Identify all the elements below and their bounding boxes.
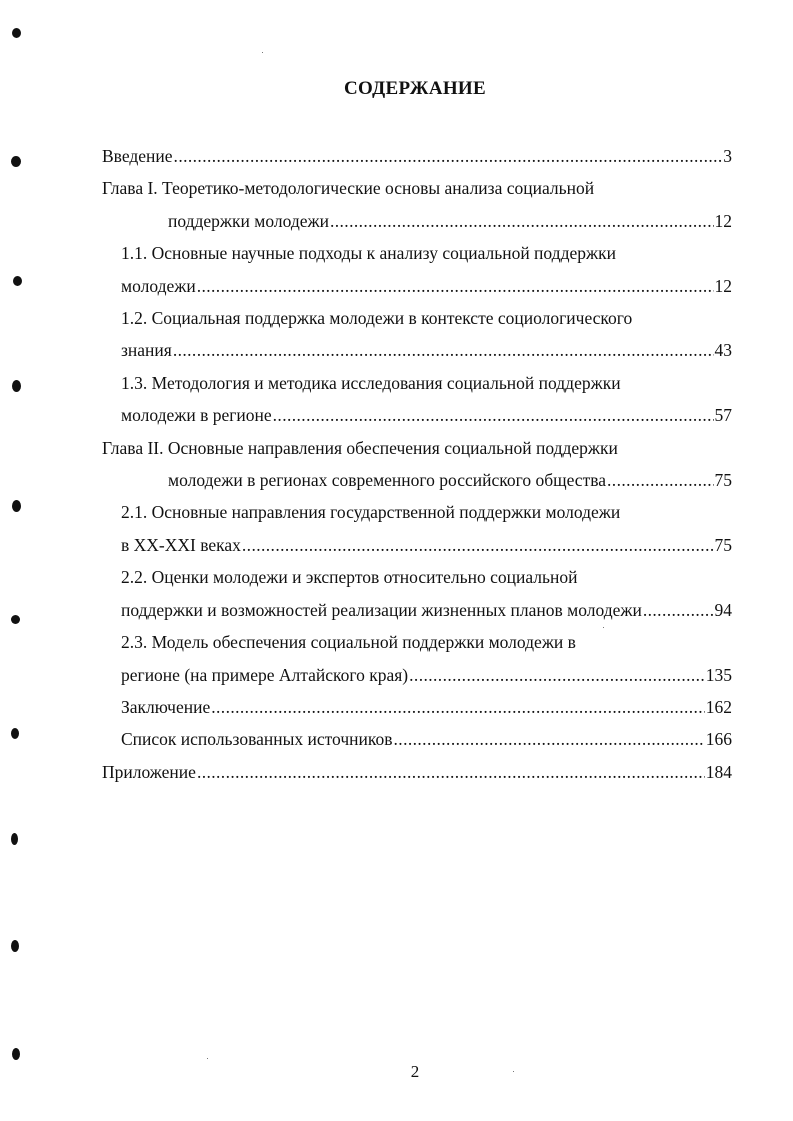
- dot-leader: [174, 140, 723, 172]
- toc-page-number: 166: [705, 729, 732, 750]
- dot-leader: [197, 270, 714, 302]
- table-of-contents: [102, 140, 732, 788]
- toc-entry-label: знания: [121, 340, 172, 361]
- binding-hole-mark: [12, 28, 21, 38]
- toc-entry-section-1-1-heading[interactable]: 1.1. Основные научные подходы к анализу социальной поддержки: [121, 243, 616, 264]
- dot-leader: [607, 464, 713, 496]
- toc-entry-introduction[interactable]: [102, 140, 732, 172]
- binding-hole-mark: [11, 833, 18, 845]
- dot-leader: [242, 529, 714, 561]
- toc-entry-section-2-2[interactable]: [102, 594, 732, 626]
- toc-entry-label: поддержки молодежи: [168, 210, 329, 231]
- binding-hole-mark: [13, 276, 22, 286]
- toc-entry-label: Введение: [102, 146, 173, 166]
- toc-entry-section-1-1[interactable]: [102, 270, 732, 302]
- binding-hole-mark: [11, 615, 20, 624]
- toc-entry-section-1-2-heading[interactable]: 1.2. Социальная поддержка молодежи в контексте социологического: [121, 308, 633, 329]
- toc-entry-label: молодежи: [121, 275, 196, 296]
- toc-entry-section-2-3[interactable]: [102, 659, 732, 691]
- toc-page-number: 57: [714, 405, 732, 426]
- scan-speck: [207, 1058, 208, 1059]
- toc-entry-references[interactable]: [102, 723, 732, 755]
- toc-entry-label: Список использованных источников: [121, 729, 393, 750]
- scan-speck: [262, 52, 263, 53]
- binding-hole-mark: [11, 156, 21, 167]
- dot-leader: [197, 756, 705, 788]
- toc-page-number: 162: [705, 696, 732, 717]
- toc-entry-section-2-1[interactable]: [102, 529, 732, 561]
- page-number: 2: [410, 1062, 420, 1081]
- dot-leader: [173, 334, 714, 366]
- dot-leader: [330, 205, 714, 237]
- toc-entry-section-2-3-heading[interactable]: 2.3. Модель обеспечения социальной поддержки молодежи в: [121, 632, 576, 653]
- toc-entry-section-1-3-heading[interactable]: 1.3. Методология и методика исследования социальной поддержки: [121, 372, 621, 393]
- toc-entry-label: молодежи в регионе: [121, 405, 272, 426]
- binding-hole-mark: [12, 500, 21, 512]
- toc-page-number: 94: [714, 599, 732, 620]
- toc-page-number: 3: [723, 146, 732, 166]
- toc-entry-label: Заключение: [121, 696, 211, 717]
- dot-leader: [643, 594, 714, 626]
- binding-hole-mark: [12, 1048, 20, 1060]
- toc-page-number: 135: [705, 664, 732, 685]
- dot-leader: [394, 723, 705, 755]
- toc-entry-conclusion[interactable]: [102, 691, 732, 723]
- binding-hole-mark: [11, 940, 19, 952]
- dot-leader: [273, 399, 714, 431]
- toc-page-number: 12: [714, 210, 732, 231]
- dot-leader: [211, 691, 705, 723]
- toc-entry-label: молодежи в регионах современного российского общества: [168, 470, 607, 491]
- toc-page-number: 184: [705, 761, 732, 782]
- toc-entry-label: Приложение: [102, 761, 196, 782]
- toc-entry-label: поддержки и возможностей реализации жизненных планов молодежи: [121, 599, 642, 620]
- toc-page-number: 75: [714, 470, 732, 491]
- toc-entry-section-2-2-heading[interactable]: 2.2. Оценки молодежи и экспертов относительно социальной: [121, 567, 578, 588]
- toc-entry-chapter-2[interactable]: [102, 464, 732, 496]
- toc-entry-section-1-3[interactable]: [102, 399, 732, 431]
- toc-entry-section-1-2[interactable]: [102, 334, 732, 366]
- toc-entry-appendix[interactable]: [102, 756, 732, 788]
- toc-entry-label: регионе (на примере Алтайского края): [121, 664, 409, 685]
- toc-page-number: 43: [714, 340, 732, 361]
- page-title: СОДЕРЖАНИЕ: [344, 78, 486, 99]
- toc-entry-chapter-1-heading[interactable]: Глава I. Теоретико-методологические основы анализа социальной: [102, 178, 595, 199]
- toc-page-number: 12: [714, 275, 732, 296]
- dot-leader: [409, 659, 705, 691]
- binding-hole-mark: [11, 728, 19, 739]
- toc-entry-section-2-1-heading[interactable]: 2.1. Основные направления государственной поддержки молодежи: [121, 502, 621, 523]
- binding-hole-mark: [12, 380, 21, 392]
- toc-entry-chapter-2-heading[interactable]: Глава II. Основные направления обеспечения социальной поддержки: [102, 437, 618, 458]
- toc-entry-chapter-1[interactable]: [102, 205, 732, 237]
- toc-page-number: 75: [714, 534, 732, 555]
- toc-entry-label: в XX-XXI веках: [121, 534, 241, 555]
